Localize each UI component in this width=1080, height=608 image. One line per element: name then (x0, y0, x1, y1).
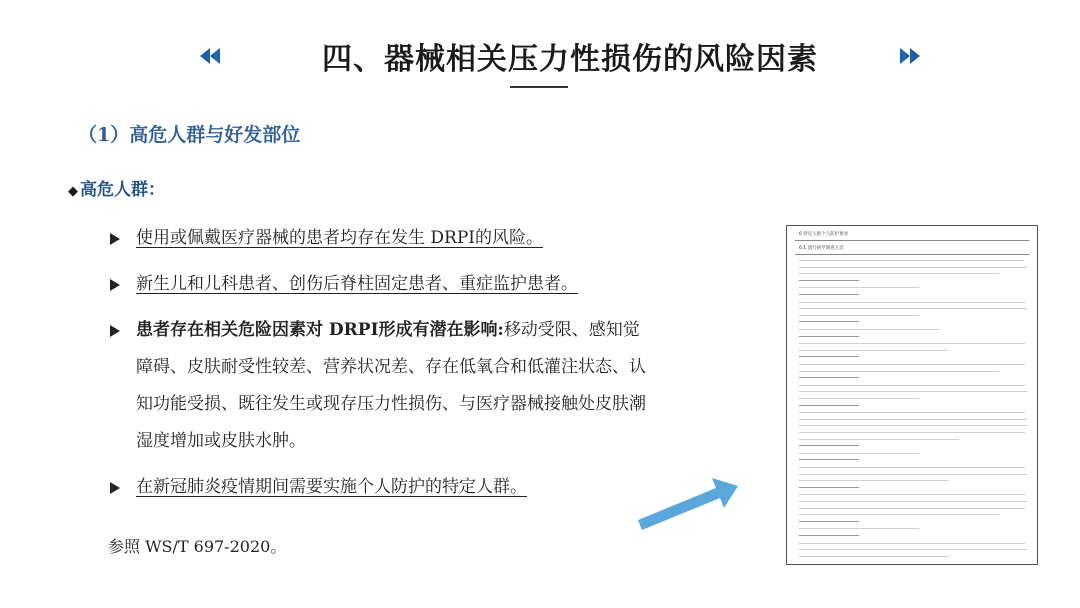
doc-text-line (799, 280, 859, 281)
next-slide-icon[interactable] (898, 44, 922, 68)
sub-heading-text: 高危人群： (80, 180, 165, 200)
bullet-text: 新生儿和儿科患者、创伤后脊柱固定患者、重症监护患者。 (136, 274, 578, 294)
doc-text-line (799, 329, 939, 330)
doc-text-line (799, 459, 859, 460)
pointing-arrow-icon (632, 470, 742, 530)
doc-text-line (799, 487, 859, 488)
doc-text-line (799, 508, 1025, 509)
doc-heading-line: 6.1 流行病学调查人员 (799, 246, 844, 251)
doc-text-line (799, 260, 1024, 261)
doc-text-line (799, 294, 859, 295)
doc-text-line (799, 445, 859, 446)
doc-divider (795, 240, 1029, 241)
page-title: 四、器械相关压力性损伤的风险因素 (322, 42, 818, 77)
doc-text-line (799, 494, 1025, 495)
doc-text-line (799, 528, 919, 529)
doc-text-line (799, 514, 999, 515)
doc-text-line (799, 453, 919, 454)
doc-text-line (799, 521, 859, 522)
list-item (108, 220, 648, 257)
doc-text-line (799, 467, 1025, 468)
doc-text-line (799, 535, 859, 536)
reference-note: 参照 WS/T 697-2020。 (108, 537, 287, 556)
doc-text-line (799, 287, 919, 288)
doc-text-line (799, 321, 859, 322)
doc-text-line (799, 267, 1027, 268)
doc-text-line (799, 474, 1027, 475)
doc-text-line (799, 405, 859, 406)
bullet-list (108, 220, 648, 515)
doc-text-line (799, 439, 959, 440)
title-underline (510, 86, 568, 88)
bullet-text: 使用或佩戴医疗器械的患者均存在发生 DRPI的风险。 (136, 228, 543, 248)
doc-text-line (799, 391, 1027, 392)
prev-slide-icon[interactable] (198, 44, 222, 68)
doc-text-line (799, 377, 859, 378)
doc-text-line (799, 425, 1027, 426)
doc-text-line (799, 398, 919, 399)
triangle-bullet-icon (110, 233, 120, 245)
list-item (108, 266, 648, 303)
doc-text-line (799, 501, 1027, 502)
doc-text-line (799, 412, 1025, 413)
document-thumbnail (786, 225, 1038, 565)
bullet-bold-text: 患者存在相关危险因素对 DRPI形成有潜在影响: (136, 320, 504, 340)
doc-text-line (799, 356, 859, 357)
section-heading: （1）高危人群与好发部位 (78, 124, 301, 146)
doc-text-line (799, 371, 999, 372)
doc-text-line (799, 549, 1027, 550)
bullet-text: 移动受限、感知觉障碍、皮肤耐受性较差、营养状况差、存在低氧合和低灌注状态、认知功能受损、既往发生或现存压力性损伤、与医疗器械接触处皮肤潮湿度增加或皮肤水肿。 (136, 320, 646, 451)
doc-divider (795, 254, 1029, 255)
doc-text-line (799, 364, 1025, 365)
doc-text-line (799, 343, 1025, 344)
doc-text-line (799, 419, 1027, 420)
triangle-bullet-icon (110, 279, 120, 291)
doc-text-line (799, 315, 919, 316)
bullet-text: 在新冠肺炎疫情期间需要实施个人防护的特定人群。 (136, 477, 527, 497)
triangle-bullet-icon (110, 482, 120, 494)
list-item (108, 469, 648, 506)
doc-text-line (799, 336, 859, 337)
doc-text-line (799, 350, 949, 351)
doc-text-line (799, 556, 949, 557)
doc-text-line (799, 302, 1025, 303)
doc-text-line (799, 273, 999, 274)
diamond-bullet-icon: ◆ (68, 184, 78, 199)
triangle-bullet-icon (110, 325, 120, 337)
sub-heading (68, 175, 165, 200)
doc-text-line (799, 432, 1025, 433)
doc-text-line (799, 543, 1025, 544)
doc-heading-line: 6 特定人群个人防护要求 (799, 232, 849, 237)
list-item (108, 312, 648, 460)
doc-text-line (799, 480, 949, 481)
title-row (0, 30, 1080, 86)
doc-text-line (799, 308, 1027, 309)
doc-text-line (799, 385, 1025, 386)
